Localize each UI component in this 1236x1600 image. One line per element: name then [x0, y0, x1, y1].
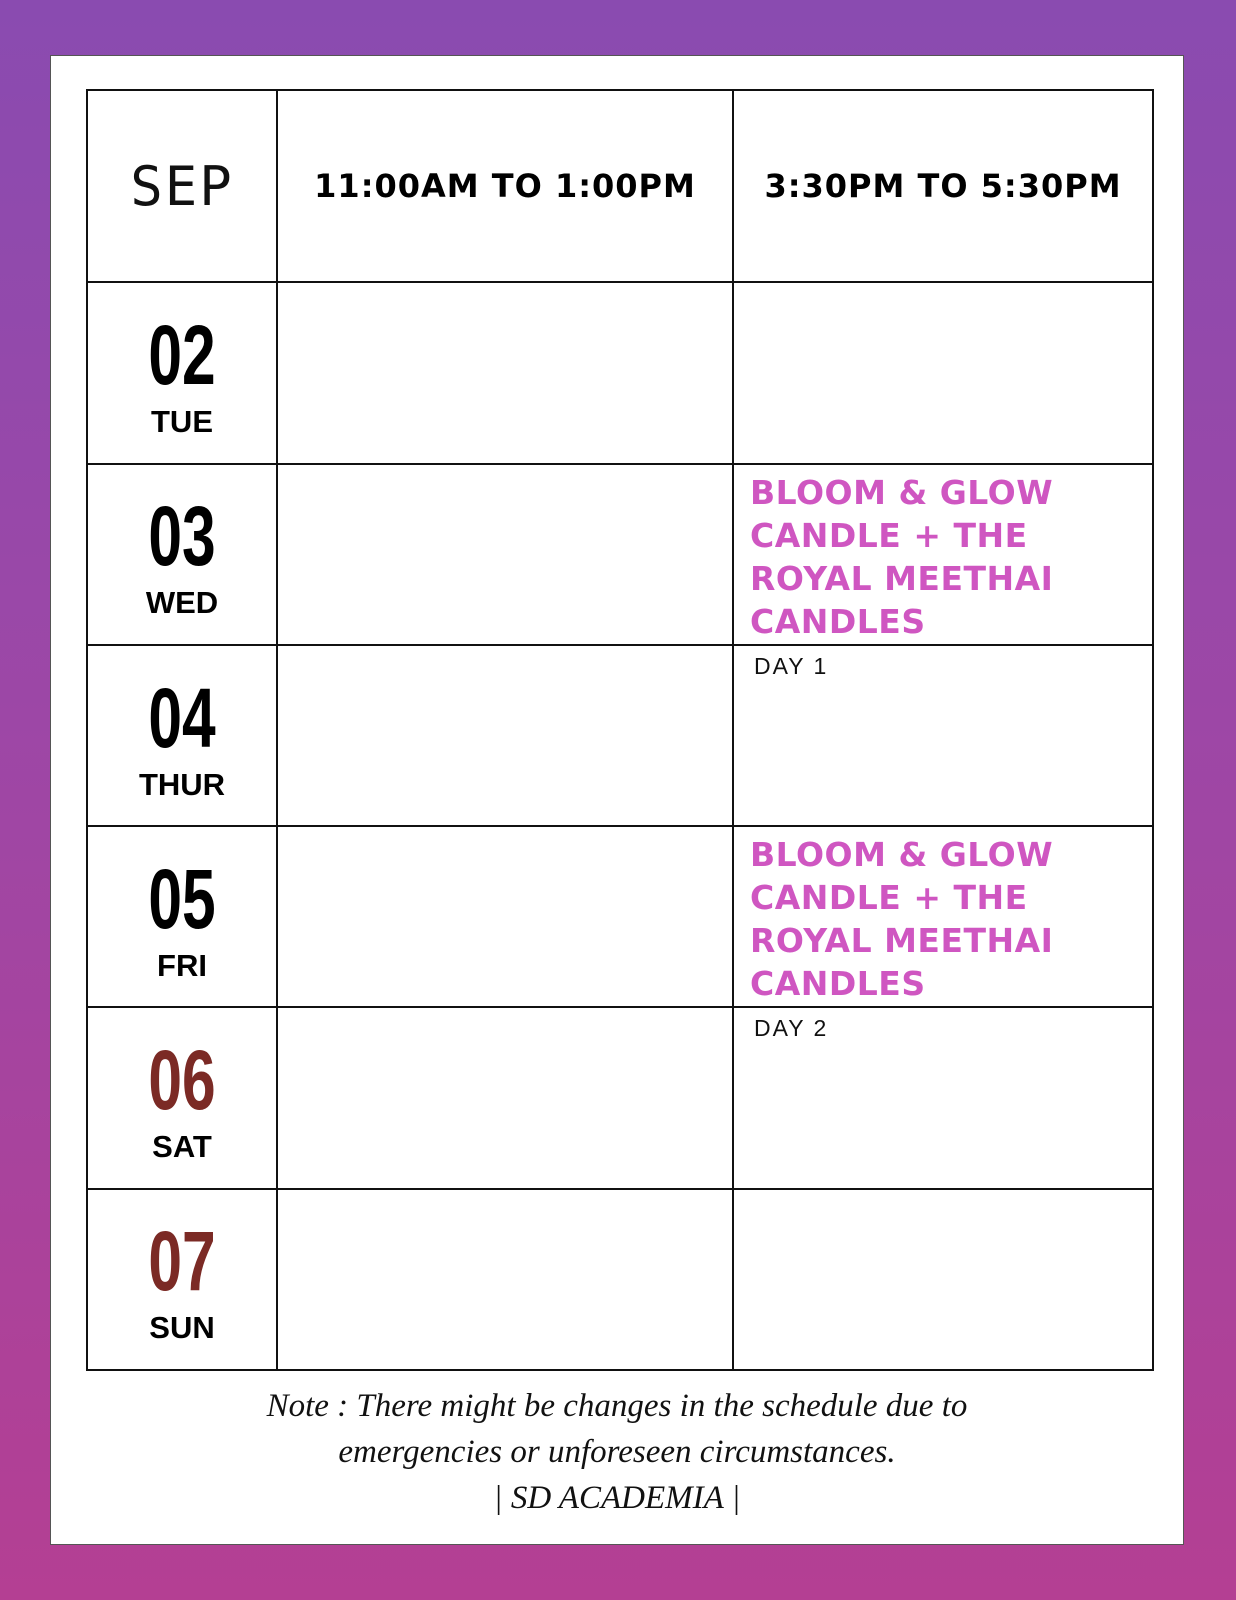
month-cell — [87, 90, 277, 282]
header-row — [87, 90, 1153, 282]
weekday-label: SUN — [149, 1310, 215, 1346]
afternoon-slot-cell — [733, 1007, 1153, 1188]
date-number: 02 — [148, 307, 216, 402]
date-cell — [87, 1007, 277, 1188]
date-cell — [87, 282, 277, 463]
date-cell — [87, 1189, 277, 1370]
weekday-label: FRI — [157, 947, 207, 983]
weekday-label: TUE — [151, 403, 213, 439]
day-row — [87, 1189, 1153, 1370]
signature: | SD ACADEMIA | — [493, 1480, 741, 1516]
afternoon-slot-cell — [733, 282, 1153, 463]
afternoon-slot-cell — [733, 464, 1153, 679]
note-line: Note : There might be changes in the schedule due to — [266, 1388, 968, 1424]
date-cell — [87, 826, 277, 1007]
date-number: 06 — [148, 1033, 216, 1128]
morning-slot-header — [277, 90, 733, 282]
date-cell — [87, 645, 277, 826]
afternoon-slot-cell — [733, 826, 1153, 1042]
date-number: 03 — [148, 489, 216, 584]
afternoon-slot-label: 3:30PM TO 5:30PM — [764, 167, 1122, 206]
afternoon-slot-cell — [733, 1189, 1153, 1370]
schedule-table — [86, 89, 1154, 1371]
morning-slot-cell — [277, 464, 733, 645]
schedule-note — [51, 1383, 1183, 1521]
afternoon-slot-header — [733, 90, 1153, 282]
morning-slot-cell — [277, 1007, 733, 1188]
event-title: BLOOM & GLOW CANDLE + THE ROYAL MEETHAI CANDLES — [750, 835, 1054, 1004]
note-line: emergencies or unforeseen circumstances. — [338, 1434, 896, 1470]
date-number: 04 — [148, 670, 216, 765]
date-number: 05 — [148, 851, 216, 946]
day-row — [87, 464, 1153, 645]
day-row — [87, 826, 1153, 1007]
event-day-label: DAY 2 — [754, 1015, 829, 1042]
month-label: SEP — [130, 154, 234, 218]
schedule-sheet — [50, 55, 1184, 1545]
date-number: 07 — [148, 1214, 216, 1309]
event-day-label: DAY 1 — [754, 652, 829, 679]
weekday-label: SAT — [152, 1129, 212, 1165]
afternoon-slot-cell — [733, 645, 1153, 826]
morning-slot-cell — [277, 645, 733, 826]
day-row — [87, 1007, 1153, 1188]
event-title: BLOOM & GLOW CANDLE + THE ROYAL MEETHAI CANDLES — [750, 472, 1054, 641]
date-cell — [87, 464, 277, 645]
morning-slot-label: 11:00AM TO 1:00PM — [314, 167, 696, 206]
day-row — [87, 282, 1153, 463]
morning-slot-cell — [277, 1189, 733, 1370]
day-row — [87, 645, 1153, 826]
weekday-label: THUR — [138, 766, 226, 802]
morning-slot-cell — [277, 826, 733, 1007]
weekday-label: WED — [145, 585, 219, 621]
morning-slot-cell — [277, 282, 733, 463]
